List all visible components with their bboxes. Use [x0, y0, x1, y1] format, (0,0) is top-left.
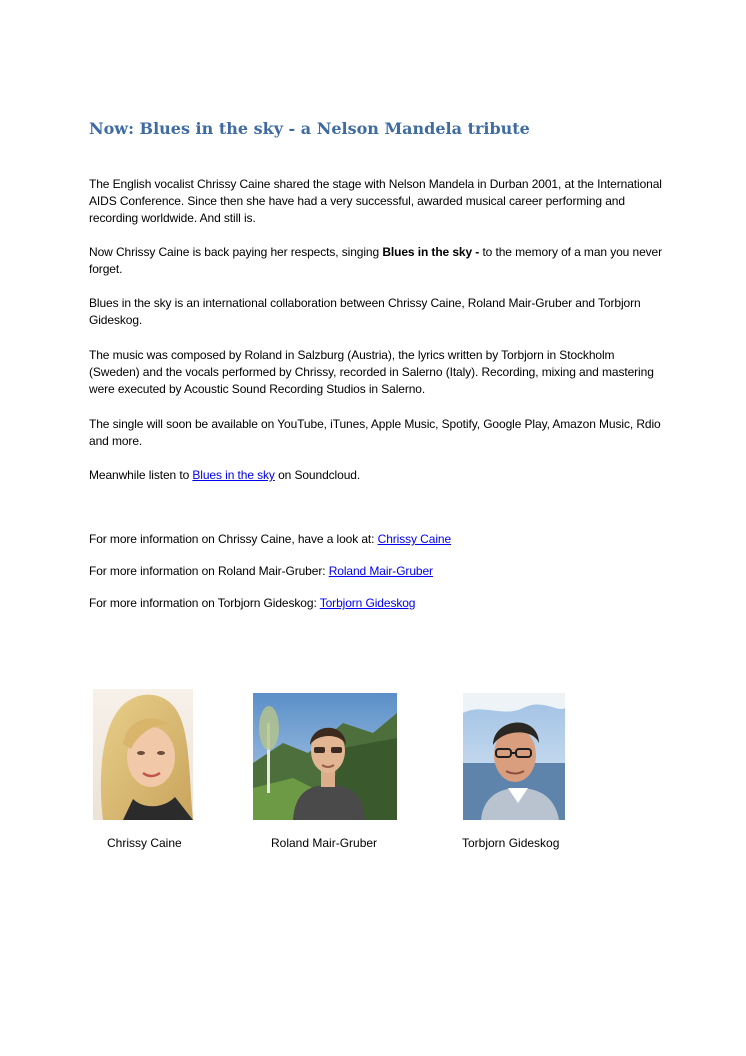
torbjorn-gideskog-caption: Torbjorn Gideskog [462, 836, 560, 850]
chrissy-caine-link[interactable]: Chrissy Caine [377, 532, 452, 546]
collaboration-paragraph: Blues in the sky is an international collaboration between Chrissy Caine, Roland Mair-Gruber and Torbjorn Gideskog. [89, 296, 641, 327]
roland-mair-gruber-photo [253, 693, 397, 820]
roland-mair-gruber-link[interactable]: Roland Mair-Gruber [328, 564, 433, 578]
info-roland-text: For more information on Roland Mair-Gruber: [89, 564, 329, 578]
roland-mair-gruber-caption: Roland Mair-Gruber [271, 836, 378, 850]
info-chrissy-text: For more information on Chrissy Caine, have a look at: [89, 532, 378, 546]
song-title-bold: Blues in the sky - [382, 245, 480, 259]
tribute-text-after: to the memory of a man you never forget. [89, 245, 663, 276]
soundcloud-paragraph [89, 467, 664, 484]
intro-paragraph: The English vocalist Chrissy Caine shared the stage with Nelson Mandela in Durban 2001, at the International AIDS Conference. Since then she have had a very successful, awarded musical career performing and recording worldwide. And still is. [89, 177, 662, 225]
production-paragraph: The music was composed by Roland in Salzburg (Austria), the lyrics written by Torbjorn in Stockholm (Sweden) and the vocals performed by Chrissy, recorded in Salerno (Italy). Recording, mixing and mastering were executed by Acoustic Sound Recording Studios in Salerno. [89, 348, 654, 396]
soundcloud-link[interactable]: Blues in the sky [192, 468, 275, 482]
soundcloud-text-after: on Soundcloud. [274, 468, 361, 482]
torbjorn-gideskog-photo [463, 693, 565, 820]
page-title: Now: Blues in the sky - a Nelson Mandela tribute [89, 119, 530, 138]
chrissy-caine-caption: Chrissy Caine [107, 836, 182, 850]
tribute-text-before: Now Chrissy Caine is back paying her respects, singing [89, 245, 383, 259]
info-roland [89, 563, 664, 580]
availability-paragraph: The single will soon be available on YouTube, iTunes, Apple Music, Spotify, Google Play, Amazon Music, Rdio and more. [89, 417, 661, 448]
info-torbjorn [89, 595, 664, 612]
soundcloud-text-before: Meanwhile listen to [89, 468, 193, 482]
tribute-paragraph [89, 244, 664, 278]
info-torbjorn-text: For more information on Torbjorn Gideskog: [89, 596, 320, 610]
info-chrissy [89, 531, 664, 548]
torbjorn-gideskog-link[interactable]: Torbjorn Gideskog [319, 596, 416, 610]
chrissy-caine-photo [93, 689, 193, 820]
